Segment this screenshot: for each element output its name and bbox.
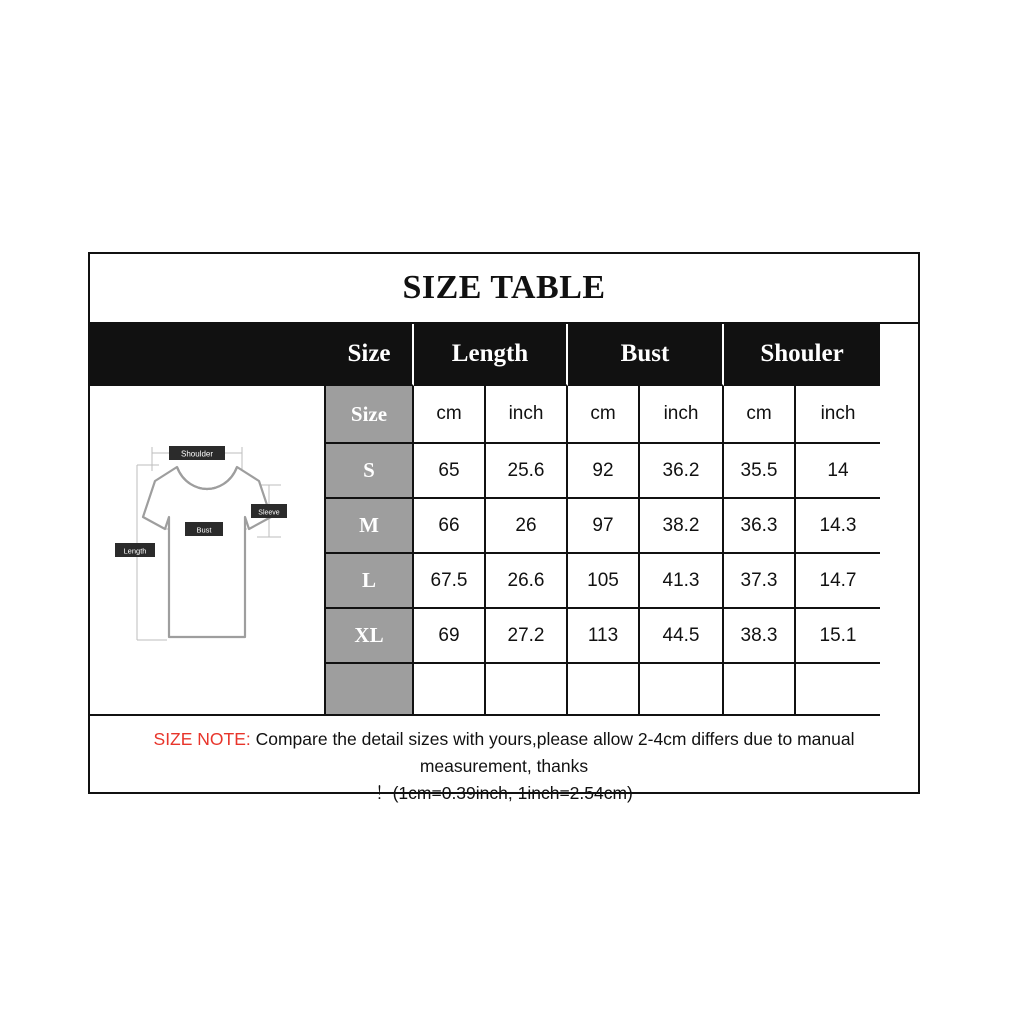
table-cell: 14.7 — [796, 554, 880, 609]
diagram-label-length: Length — [123, 546, 147, 556]
table-cell: 14 — [796, 444, 880, 499]
diagram-label-bust: Bust — [196, 525, 212, 535]
row-size-s-label: S — [326, 444, 414, 499]
table-cell: 105 — [568, 554, 640, 609]
header-group-size: Size — [326, 324, 414, 386]
unit-shoulder-cm: cm — [724, 386, 796, 444]
row-size-xl-label: XL — [326, 609, 414, 664]
table-cell — [796, 664, 880, 716]
table-cell: 15.1 — [796, 609, 880, 664]
unit-row-size-label: Size — [326, 386, 414, 444]
table-cell: 25.6 — [486, 444, 568, 499]
row-size-m-label: M — [326, 499, 414, 554]
table-cell: 92 — [568, 444, 640, 499]
row-empty-label — [326, 664, 414, 716]
unit-shoulder-inch: inch — [796, 386, 880, 444]
size-table-title-row — [90, 254, 918, 324]
size-note — [90, 716, 918, 815]
table-cell: 65 — [414, 444, 486, 499]
table-cell: 38.2 — [640, 499, 724, 554]
table-cell: 36.3 — [724, 499, 796, 554]
size-table-grid — [90, 324, 918, 716]
table-cell: 35.5 — [724, 444, 796, 499]
row-size-l-label: L — [326, 554, 414, 609]
table-cell: 26 — [486, 499, 568, 554]
table-cell: 36.2 — [640, 444, 724, 499]
table-cell: 37.3 — [724, 554, 796, 609]
size-note-line2: ！(1cm=0.39inch, 1inch=2.54cm) — [375, 783, 633, 804]
table-cell: 41.3 — [640, 554, 724, 609]
table-cell: 14.3 — [796, 499, 880, 554]
table-cell: 27.2 — [486, 609, 568, 664]
table-cell — [724, 664, 796, 716]
header-group-length: Length — [414, 324, 568, 386]
table-cell: 67.5 — [414, 554, 486, 609]
size-note-line1: Compare the detail sizes with yours,please allow 2-4cm differs due to manual measurement, thanks — [250, 729, 855, 777]
size-note-label: SIZE NOTE: — [153, 729, 251, 749]
table-cell — [640, 664, 724, 716]
table-cell: 97 — [568, 499, 640, 554]
size-table-card — [88, 252, 920, 804]
diagram-label-shoulder: Shoulder — [180, 449, 214, 459]
table-cell — [568, 664, 640, 716]
header-group-bust: Bust — [568, 324, 724, 386]
header-group-shoulder: Shouler — [724, 324, 880, 386]
tshirt-icon — [107, 425, 307, 675]
table-cell: 69 — [414, 609, 486, 664]
table-cell — [486, 664, 568, 716]
table-cell: 26.6 — [486, 554, 568, 609]
table-cell — [414, 664, 486, 716]
table-cell: 44.5 — [640, 609, 724, 664]
table-cell: 66 — [414, 499, 486, 554]
unit-bust-cm: cm — [568, 386, 640, 444]
tshirt-measurement-diagram — [90, 386, 326, 716]
table-cell: 38.3 — [724, 609, 796, 664]
header-blank-cell — [90, 324, 326, 386]
diagram-label-sleeve: Sleeve — [258, 509, 280, 517]
table-cell: 113 — [568, 609, 640, 664]
unit-length-inch: inch — [486, 386, 568, 444]
page-title: SIZE TABLE — [402, 269, 606, 306]
unit-bust-inch: inch — [640, 386, 724, 444]
unit-length-cm: cm — [414, 386, 486, 444]
